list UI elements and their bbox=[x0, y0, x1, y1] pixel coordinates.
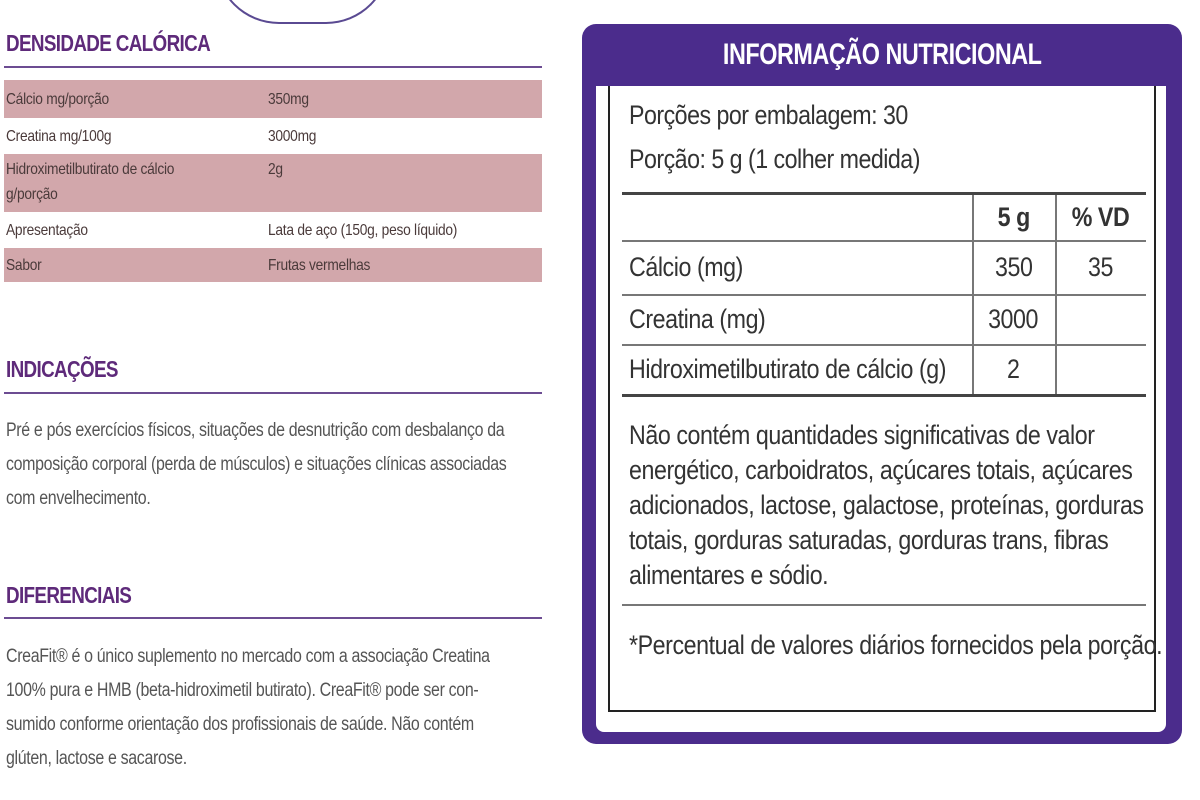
density-value: 350mg bbox=[268, 90, 309, 108]
density-value: Lata de aço (150g, peso líquido) bbox=[268, 221, 458, 239]
product-details bbox=[0, 0, 545, 800]
note-line: totais, gorduras saturadas, gorduras trans, fibras bbox=[629, 525, 1109, 555]
footnote: *Percentual de valores diários fornecidos pela porção. bbox=[629, 630, 1163, 660]
density-rule bbox=[4, 66, 542, 68]
note-line: Não contém quantidades significativas de valor bbox=[629, 420, 1095, 450]
thick-divider bbox=[622, 394, 1146, 397]
density-key: g/porção bbox=[6, 186, 58, 203]
column-vd-header: % VD bbox=[1072, 202, 1130, 232]
note-line: energético, carboidratos, açúcares totais, açúcares bbox=[629, 455, 1133, 485]
density-key: Sabor bbox=[6, 256, 42, 274]
differentials-line: 100% pura e HMB (beta-hidroximetil butirato). CreaFit® pode ser con- bbox=[6, 680, 479, 701]
differentials-heading: DIFERENCIAIS bbox=[6, 582, 132, 608]
density-row bbox=[4, 154, 542, 212]
nutrient-vd: 35 bbox=[1088, 252, 1114, 282]
nutrition-note bbox=[629, 418, 1149, 593]
indications-heading: INDICAÇÕES bbox=[6, 356, 118, 382]
differentials-rule bbox=[4, 617, 542, 619]
thick-divider bbox=[622, 192, 1146, 195]
density-heading: DENSIDADE CALÓRICA bbox=[6, 30, 211, 56]
differentials-line: glúten, lactose e sacarose. bbox=[6, 748, 187, 769]
nutrition-box bbox=[608, 86, 1163, 712]
table-divider bbox=[622, 294, 1146, 296]
serving-size: Porção: 5 g (1 colher medida) bbox=[629, 144, 920, 174]
density-value: 3000mg bbox=[268, 127, 317, 145]
density-row bbox=[4, 118, 542, 154]
nutrient-amount: 2 bbox=[1007, 354, 1020, 384]
table-divider bbox=[622, 240, 1146, 242]
nutrient-amount: 350 bbox=[994, 252, 1033, 282]
nutrition-panel bbox=[582, 24, 1182, 744]
density-table bbox=[4, 80, 542, 282]
indications-rule bbox=[4, 392, 542, 394]
indications-text bbox=[6, 414, 542, 516]
nutrition-card bbox=[596, 86, 1166, 732]
nutrition-title: INFORMAÇÃO NUTRICIONAL bbox=[722, 38, 1042, 71]
column-amount-header: 5 g bbox=[997, 202, 1030, 232]
differentials-line: sumido conforme orientação dos profissionais de saúde. Não contém bbox=[6, 714, 474, 735]
differentials-line: CreaFit® é o único suplemento no mercado com a associação Creatina bbox=[6, 646, 490, 667]
note-line: alimentares e sódio. bbox=[629, 560, 829, 590]
density-key: Creatina mg/100g bbox=[6, 127, 112, 145]
nutrient-name: Hidroximetilbutirato de cálcio (g) bbox=[629, 354, 947, 384]
density-key: Hidroximetilbutirato de cálcio bbox=[6, 161, 175, 178]
indications-line: composição corporal (perda de músculos) e situações clínicas associadas bbox=[6, 454, 507, 475]
servings-per-package: Porções por embalagem: 30 bbox=[629, 100, 908, 130]
differentials-text bbox=[6, 640, 542, 776]
indications-line: com envelhecimento. bbox=[6, 488, 151, 509]
density-row bbox=[4, 80, 542, 118]
density-value: Frutas vermelhas bbox=[268, 256, 371, 274]
nutrient-amount: 3000 bbox=[988, 304, 1039, 334]
density-key: Cálcio mg/porção bbox=[6, 90, 109, 108]
density-value: 2g bbox=[268, 161, 283, 178]
indications-line: Pré e pós exercícios físicos, situações de desnutrição com desbalanço da bbox=[6, 420, 505, 441]
density-key: Apresentação bbox=[6, 221, 88, 239]
footnote-divider bbox=[622, 604, 1146, 606]
nutrient-name: Creatina (mg) bbox=[629, 304, 766, 334]
table-divider bbox=[622, 344, 1146, 346]
density-row bbox=[4, 248, 542, 282]
nutrient-name: Cálcio (mg) bbox=[629, 252, 743, 282]
note-line: adicionados, lactose, galactose, proteínas, gorduras bbox=[629, 490, 1144, 520]
density-row bbox=[4, 212, 542, 248]
